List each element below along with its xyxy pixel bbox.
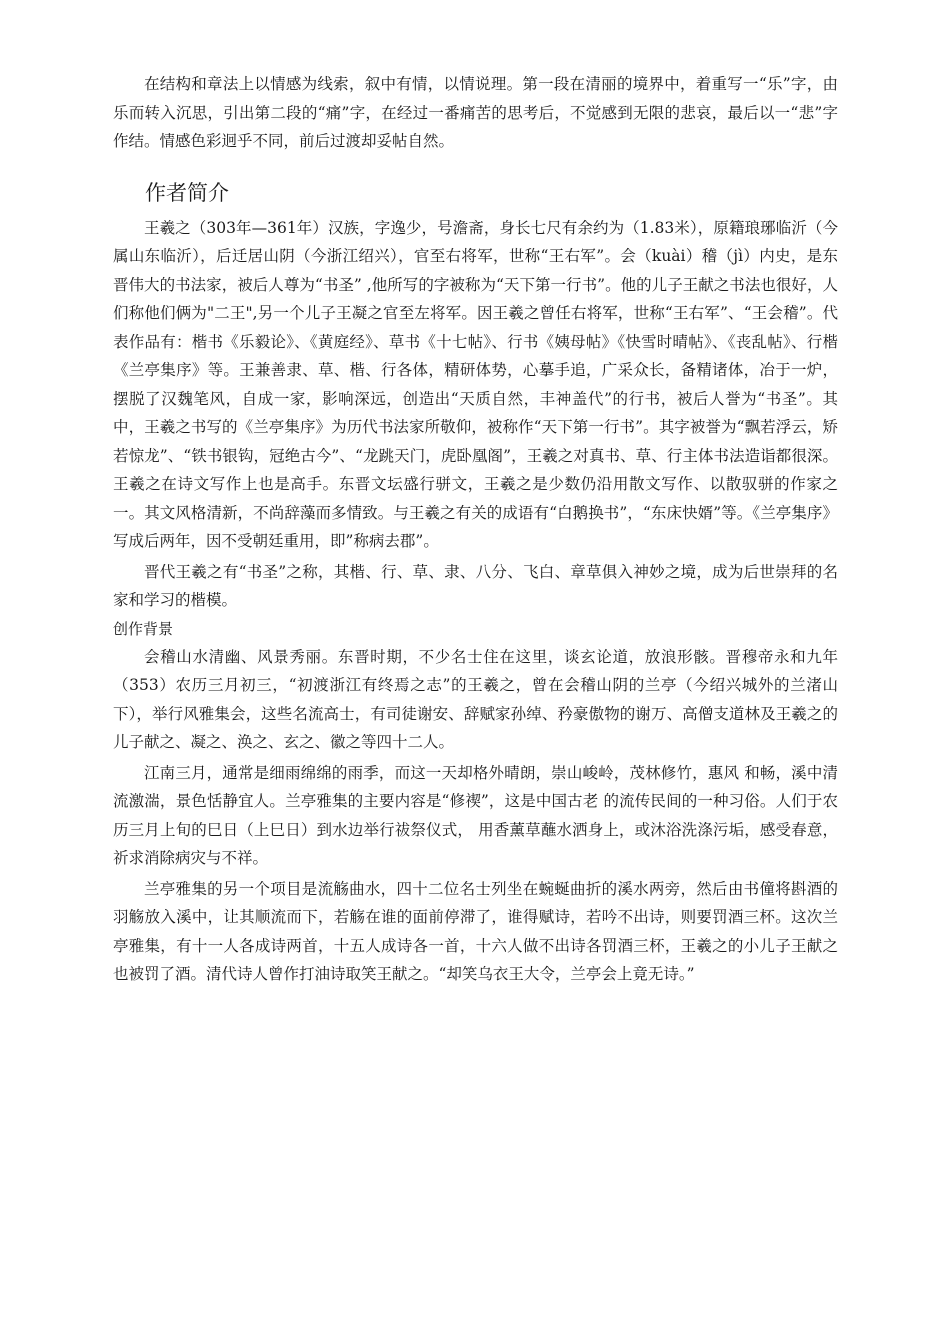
background-heading: 创作背景 [113, 619, 174, 638]
author-paragraph-2: 晋代王羲之有“书圣”之称，其楷、行、草、隶、八分、飞白、章草俱入神妙之境，成为后世崇拜的名家和学习的楷模。 [113, 562, 838, 609]
background-paragraph-1: 会稽山水清幽、风景秀丽。东晋时期，不少名士住在这里，谈玄论道，放浪形骸。晋穆帝永和九年（353）农历三月初三，“初渡浙江有终焉之志”的王羲之，曾在会稽山阴的兰亭（今绍兴城外的兰渚山下），举行风雅集会，这些名流高士，有司徒谢安、辞赋家孙绰、矜豪傲物的谢万、高僧支道林及王羲之的儿子献之、凝之、涣之、玄之、徽之等四十二人。 [113, 647, 838, 751]
author-heading: 作者简介 [145, 180, 229, 205]
background-paragraph-3: 兰亭雅集的另一个项目是流觞曲水，四十二位名士列坐在蜿蜒曲折的溪水两旁，然后由书僮将斟酒的羽觞放入溪中，让其顺流而下，若觞在谁的面前停滞了，谁得赋诗，若吟不出诗，则要罚酒三杯。这次兰亭雅集，有十一人各成诗两首，十五人成诗各一首，十六人做不出诗各罚酒三杯，王羲之的小儿子王献之也被罚了酒。清代诗人曾作打油诗取笑王献之。“却笑乌衣王大令，兰亭会上竟无诗。” [113, 879, 838, 983]
author-paragraph-1: 王羲之（303年—361年）汉族，字逸少，号澹斋，身长七尺有余约为（1.83米），原籍琅琊临沂（今属山东临沂），后迁居山阴（今浙江绍兴），官至右将军，世称“王右军”。会（kuài）稽（jì）内史，是东晋伟大的书法家，被后人尊为“书圣” ,他所写的字被称为“天下第一行书”。他的儿子王献之书法也很好，人们称他们俩为"二王",另一个儿子王凝之官至左将军。因王羲之曾任右将军，世称“王右军”、“王会稽”。代表作品有：楷书《乐毅论》、《黄庭经》、草书《十七帖》、行书《姨母帖》《快雪时晴帖》、《丧乱帖》、行楷《兰亭集序》等。王兼善隶、草、楷、行各体，精研体势，心摹手追，广采众长，备精诸体，冶于一炉，摆脱了汉魏笔风，自成一家，影响深远，创造出“天质自然，丰神盖代”的行书，被后人誉为“书圣”。其中，王羲之书写的《兰亭集序》为历代书法家所敬仰，被称作“天下第一行书”。其字被誉为“飘若浮云，矫若惊龙”、“铁书银钩，冠绝古今”、“龙跳天门，虎卧凰阁”，王羲之对真书、草、行主体书法造诣都很深。王羲之在诗文写作上也是高手。东晋文坛盛行骈文，王羲之是少数仍沿用散文写作、以散驭骈的作家之一。其文风格清新，不尚辞藻而多情致。与王羲之有关的成语有“白鹅换书”，“东床快婿”等。《兰亭集序》写成后两年，因不受朝廷重用，即”称病去郡”。 [113, 218, 838, 550]
document-page [113, 70, 838, 989]
intro-paragraph: 在结构和章法上以情感为线索，叙中有情，以情说理。第一段在清丽的境界中，着重写一“乐”字，由乐而转入沉思，引出第二段的“痛”字，在经过一番痛苦的思考后，不觉感到无限的悲哀，最后以一“悲”字作结。情感色彩迥乎不同，前后过渡却妥帖自然。 [113, 75, 838, 150]
background-paragraph-2: 江南三月，通常是细雨绵绵的雨季，而这一天却格外晴朗，崇山峻岭，茂林修竹，惠风 和畅，溪中清流激湍，景色恬静宜人。兰亭雅集的主要内容是“修禊”，这是中国古老 的流传民间的一种习俗。人们于农历三月上旬的巳日（上巳日）到水边举行祓祭仪式， 用香薰草蘸水洒身上，或沐浴洗涤污垢，感受春意，祈求消除病灾与不祥。 [113, 763, 838, 867]
